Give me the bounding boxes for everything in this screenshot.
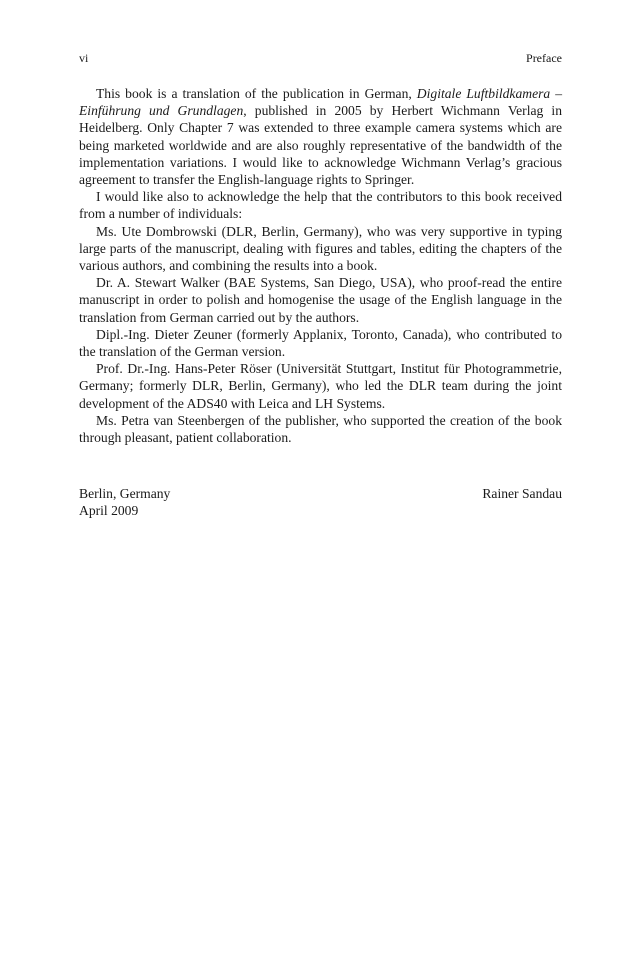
signoff-row [79,485,562,502]
paragraph-walker: Dr. A. Stewart Walker (BAE Systems, San Diego, USA), who proof-read the entire manuscript in order to polish and homogenise the usage of the English language in the translation from German carried out by the authors. [79,275,562,325]
running-head: Preface [526,51,562,65]
signoff-author: Rainer Sandau [482,486,562,501]
page-number: vi [79,51,89,65]
paragraph-zeuner: Dipl.-Ing. Dieter Zeuner (formerly Applanix, Toronto, Canada), who contributed to the translation of the German version. [79,326,562,360]
signoff [79,485,562,519]
signoff-place: Berlin, Germany [79,486,171,501]
paragraph-dombrowski: Ms. Ute Dombrowski (DLR, Berlin, Germany), who was very supportive in typing large parts of the manuscript, dealing with figures and tables, editing the chapters of the various authors, and combining the results into a book. [79,223,562,274]
preface-body [79,85,562,446]
page-header [79,50,562,66]
paragraph-translation-pre: This book is a translation of the publication in German, [96,86,417,101]
paragraph-translation-post: , published in 2005 by Herbert Wichmann Verlag in Heidelberg. Only Chapter 7 was extended to three example camera systems which are being marketed worldwide and are also roughly representative of the bandwidth of the implementation variations. I would like to acknowledge Wichmann Verlag’s gracious agreement to transfer the English-language rights to Springer. [79,103,562,188]
paragraph-roeser: Prof. Dr.-Ing. Hans-Peter Röser (Universität Stuttgart, Institut für Photogrammetrie, Germany; formerly DLR, Berlin, Germany), who led the DLR team during the joint development of the ADS40 with Leica and LH Systems. [79,361,562,411]
signoff-date: April 2009 [79,503,139,519]
german-book-title: Digitale Luftbildkamera – Einführung und Grundlagen [79,86,562,119]
paragraph-translation-note [79,85,562,188]
paragraph-acknowledgement-intro: I would like also to acknowledge the help that the contributors to this book received from a number of individuals: [79,189,562,222]
paragraph-van-steenbergen: Ms. Petra van Steenbergen of the publisher, who supported the creation of the book through pleasant, patient collaboration. [79,412,562,446]
signoff-date-row [79,502,562,519]
